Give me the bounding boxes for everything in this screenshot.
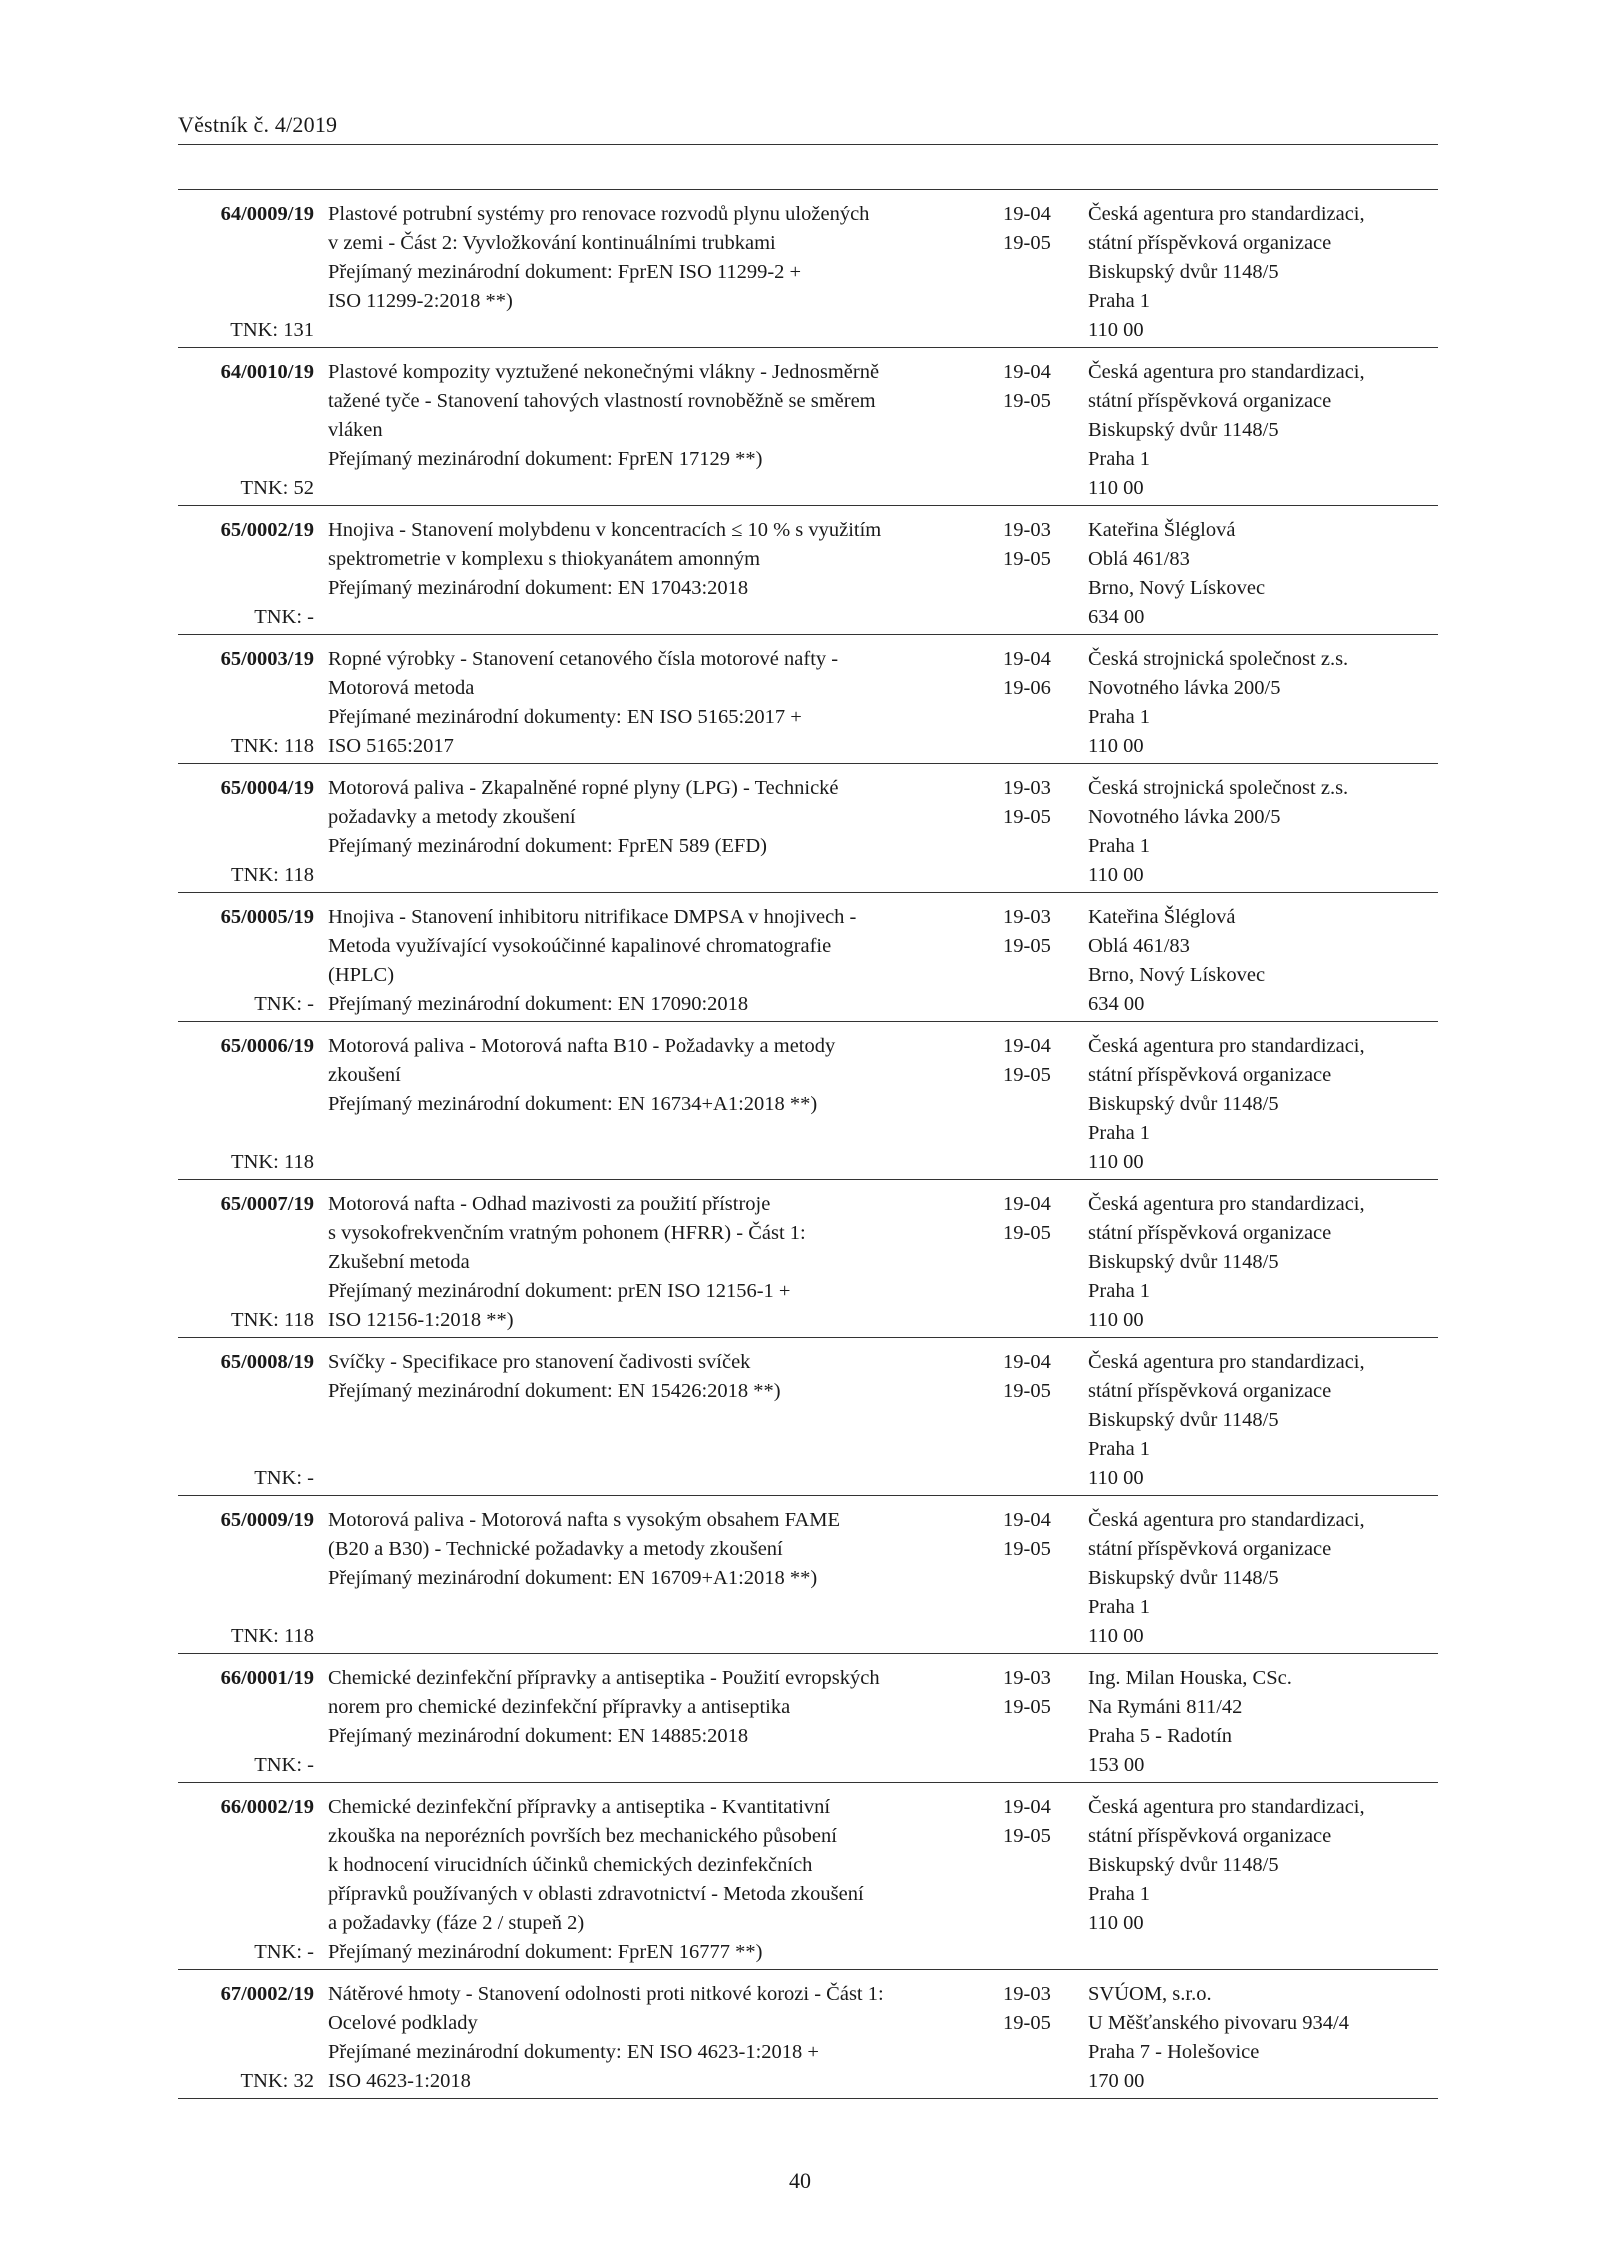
record-address-line: Novotného lávka 200/5	[1088, 677, 1281, 699]
record-title-line: (B20 a B30) - Technické požadavky a metody zkoušení	[328, 1538, 783, 1560]
record-title-line: (HPLC)	[328, 964, 395, 986]
record-date: 19-04	[1003, 1193, 1051, 1215]
record-id-column	[178, 1190, 314, 1335]
record-title-line: Přejímaný mezinárodní dokument: EN 15426:2018 **)	[328, 1380, 781, 1402]
standard-record	[178, 348, 1438, 506]
record-address-line: Kateřina Šléglová	[1088, 906, 1236, 928]
record-address-line: 170 00	[1088, 2070, 1145, 2092]
record-address-line: státní příspěvková organizace	[1088, 1222, 1332, 1244]
record-title	[328, 200, 1003, 345]
record-address-line: Česká strojnická společnost z.s.	[1088, 648, 1349, 670]
record-title-line: Přejímaný mezinárodní dokument: EN 16709+A1:2018 **)	[328, 1567, 818, 1589]
record-date: 19-05	[1003, 1380, 1051, 1402]
record-dates	[1003, 645, 1051, 761]
record-number: 66/0002/19	[220, 1796, 314, 1818]
record-address-line: Biskupský dvůr 1148/5	[1088, 1093, 1279, 1115]
record-tnk: TNK: -	[254, 606, 314, 628]
record-title-line: přípravků používaných v oblasti zdravotnictví - Metoda zkoušení	[328, 1883, 864, 1905]
record-id-column	[178, 1348, 314, 1493]
record-tnk: TNK: 52	[240, 477, 314, 499]
record-title-line: Přejímaný mezinárodní dokument: FprEN 589 (EFD)	[328, 835, 767, 857]
record-id-column	[178, 1793, 314, 1967]
record-title-line: Přejímaný mezinárodní dokument: FprEN 16777 **)	[328, 1941, 763, 1963]
record-tnk: TNK: -	[254, 1754, 314, 1776]
record-id-column	[178, 1664, 314, 1780]
record-date: 19-05	[1003, 1538, 1051, 1560]
record-title-line: Nátěrové hmoty - Stanovení odolnosti proti nitkové korozi - Část 1:	[328, 1983, 884, 2005]
record-title-line: Hnojiva - Stanovení inhibitoru nitrifikace DMPSA v hnojivech -	[328, 906, 857, 928]
record-address-line: 110 00	[1088, 1625, 1144, 1647]
record-address-line: Brno, Nový Lískovec	[1088, 577, 1266, 599]
record-address-line: Biskupský dvůr 1148/5	[1088, 1567, 1279, 1589]
record-title	[328, 1793, 1003, 1967]
record-title-line: Plastové potrubní systémy pro renovace rozvodů plynu uložených	[328, 203, 870, 225]
record-tnk: TNK: 118	[231, 1309, 314, 1331]
record-address	[1088, 645, 1438, 761]
record-title-line: Přejímané mezinárodní dokumenty: EN ISO 5165:2017 +	[328, 706, 802, 728]
record-address-line: 110 00	[1088, 319, 1144, 341]
record-address	[1088, 1664, 1438, 1780]
record-title-line: s vysokofrekvenčním vratným pohonem (HFRR) - Část 1:	[328, 1222, 806, 1244]
record-address-line: Česká agentura pro standardizaci,	[1088, 1351, 1365, 1373]
record-address-line: Ing. Milan Houska, CSc.	[1088, 1667, 1292, 1689]
record-address-line: Praha 5 - Radotín	[1088, 1725, 1233, 1747]
record-dates	[1003, 1664, 1051, 1780]
record-tnk: TNK: 118	[231, 1625, 314, 1647]
record-address-line: SVÚOM, s.r.o.	[1088, 1983, 1212, 2005]
record-date: 19-05	[1003, 232, 1051, 254]
standard-record	[178, 506, 1438, 635]
record-address-line: Kateřina Šléglová	[1088, 519, 1236, 541]
record-title-line: a požadavky (fáze 2 / stupeň 2)	[328, 1912, 585, 1934]
record-address	[1088, 1506, 1438, 1651]
record-number: 65/0008/19	[220, 1351, 314, 1373]
record-address-line: státní příspěvková organizace	[1088, 232, 1332, 254]
record-date: 19-04	[1003, 648, 1051, 670]
record-address-line: Česká agentura pro standardizaci,	[1088, 1193, 1365, 1215]
record-tnk: TNK: -	[254, 993, 314, 1015]
journal-title: Věstník č. 4/2019	[178, 112, 338, 137]
record-address-line: 110 00	[1088, 1309, 1144, 1331]
record-address-line: Praha 1	[1088, 1438, 1151, 1460]
record-address-line: Česká agentura pro standardizaci,	[1088, 361, 1365, 383]
record-number: 65/0003/19	[220, 648, 314, 670]
record-address-line: Praha 1	[1088, 1122, 1151, 1144]
record-title-line: Chemické dezinfekční přípravky a antiseptika - Použití evropských	[328, 1667, 880, 1689]
record-address-line: Praha 1	[1088, 706, 1151, 728]
record-date: 19-03	[1003, 777, 1051, 799]
record-address-line: 110 00	[1088, 1912, 1144, 1934]
record-title-line: Motorová paliva - Zkapalněné ropné plyny (LPG) - Technické	[328, 777, 839, 799]
record-title-line: Zkušební metoda	[328, 1251, 470, 1273]
record-address	[1088, 1032, 1438, 1177]
record-id-column	[178, 903, 314, 1019]
record-title-line: Přejímané mezinárodní dokumenty: EN ISO 4623-1:2018 +	[328, 2041, 819, 2063]
record-address-line: Česká agentura pro standardizaci,	[1088, 1509, 1365, 1531]
record-address	[1088, 358, 1438, 503]
record-title	[328, 1506, 1003, 1651]
record-address-line: státní příspěvková organizace	[1088, 390, 1332, 412]
standards-list	[178, 189, 1438, 2099]
record-address	[1088, 903, 1438, 1019]
record-address-line: Česká agentura pro standardizaci,	[1088, 1035, 1365, 1057]
record-title	[328, 516, 1003, 632]
record-tnk: TNK: 131	[230, 319, 314, 341]
record-address-line: Oblá 461/83	[1088, 935, 1190, 957]
record-title-line: Přejímaný mezinárodní dokument: EN 17090:2018	[328, 993, 749, 1015]
record-dates	[1003, 1980, 1051, 2096]
record-title-line: norem pro chemické dezinfekční přípravky a antiseptika	[328, 1696, 791, 1718]
record-address-line: 153 00	[1088, 1754, 1145, 1776]
record-title	[328, 774, 1003, 890]
page-header	[178, 112, 1438, 145]
record-id-column	[178, 358, 314, 503]
record-address-line: Praha 1	[1088, 290, 1151, 312]
record-dates	[1003, 1793, 1051, 1967]
record-address-line: Praha 1	[1088, 1280, 1151, 1302]
record-address-line: Praha 1	[1088, 448, 1151, 470]
record-title-line: Přejímaný mezinárodní dokument: EN 17043:2018	[328, 577, 749, 599]
record-id-column	[178, 645, 314, 761]
record-title-line: Motorová nafta - Odhad mazivosti za použití přístroje	[328, 1193, 771, 1215]
record-id-column	[178, 200, 314, 345]
record-address-line: Na Rymáni 811/42	[1088, 1696, 1243, 1718]
record-date: 19-05	[1003, 935, 1051, 957]
record-address-line: 110 00	[1088, 735, 1144, 757]
standard-record	[178, 1338, 1438, 1496]
standard-record	[178, 190, 1438, 348]
record-number: 65/0009/19	[220, 1509, 314, 1531]
standard-record	[178, 764, 1438, 893]
record-dates	[1003, 1348, 1051, 1493]
record-number: 64/0010/19	[220, 361, 314, 383]
record-title-line: tažené tyče - Stanovení tahových vlastností rovnoběžně se směrem	[328, 390, 876, 412]
record-address-line: Praha 1	[1088, 1883, 1151, 1905]
record-address-line: Oblá 461/83	[1088, 548, 1190, 570]
record-date: 19-04	[1003, 361, 1051, 383]
standard-record	[178, 1180, 1438, 1338]
record-address	[1088, 1980, 1438, 2096]
record-address	[1088, 200, 1438, 345]
record-dates	[1003, 1032, 1051, 1177]
record-number: 65/0006/19	[220, 1035, 314, 1057]
record-address-line: 110 00	[1088, 1467, 1144, 1489]
record-id-column	[178, 1032, 314, 1177]
record-date: 19-05	[1003, 1696, 1051, 1718]
record-title-line: Přejímaný mezinárodní dokument: EN 16734+A1:2018 **)	[328, 1093, 818, 1115]
record-address-line: 110 00	[1088, 477, 1144, 499]
record-dates	[1003, 200, 1051, 345]
record-title-line: Chemické dezinfekční přípravky a antiseptika - Kvantitativní	[328, 1796, 831, 1818]
record-dates	[1003, 774, 1051, 890]
record-title-line: Přejímaný mezinárodní dokument: FprEN 17129 **)	[328, 448, 763, 470]
record-address	[1088, 516, 1438, 632]
record-dates	[1003, 358, 1051, 503]
record-title-line: Motorová paliva - Motorová nafta B10 - Požadavky a metody	[328, 1035, 836, 1057]
record-date: 19-03	[1003, 906, 1051, 928]
record-date: 19-04	[1003, 1351, 1051, 1373]
record-title-line: Ocelové podklady	[328, 2012, 478, 2034]
record-address-line: U Měšťanského pivovaru 934/4	[1088, 2012, 1349, 2034]
record-address-line: Česká strojnická společnost z.s.	[1088, 777, 1349, 799]
record-address-line: Biskupský dvůr 1148/5	[1088, 261, 1279, 283]
record-address	[1088, 1793, 1438, 1967]
standard-record	[178, 1022, 1438, 1180]
record-title-line: spektrometrie v komplexu s thiokyanátem amonným	[328, 548, 761, 570]
record-title-line: Přejímaný mezinárodní dokument: FprEN ISO 11299-2 +	[328, 261, 802, 283]
standard-record	[178, 635, 1438, 764]
record-address-line: Česká agentura pro standardizaci,	[1088, 1796, 1365, 1818]
record-title-line: ISO 4623-1:2018	[328, 2070, 471, 2092]
record-address-line: Praha 1	[1088, 835, 1151, 857]
record-title-line: Přejímaný mezinárodní dokument: EN 14885:2018	[328, 1725, 749, 1747]
record-title-line: ISO 12156-1:2018 **)	[328, 1309, 514, 1331]
record-address-line: státní příspěvková organizace	[1088, 1064, 1332, 1086]
record-title	[328, 1980, 1003, 2096]
record-date: 19-05	[1003, 1825, 1051, 1847]
record-address-line: státní příspěvková organizace	[1088, 1380, 1332, 1402]
record-address-line: 634 00	[1088, 606, 1145, 628]
record-tnk: TNK: 118	[231, 1151, 314, 1173]
record-id-column	[178, 516, 314, 632]
standard-record	[178, 1496, 1438, 1654]
record-title-line: Přejímaný mezinárodní dokument: prEN ISO 12156-1 +	[328, 1280, 791, 1302]
record-dates	[1003, 1190, 1051, 1335]
record-dates	[1003, 516, 1051, 632]
record-address-line: Biskupský dvůr 1148/5	[1088, 1251, 1279, 1273]
record-date: 19-04	[1003, 1035, 1051, 1057]
record-title	[328, 903, 1003, 1019]
record-date: 19-03	[1003, 1667, 1051, 1689]
record-title	[328, 1190, 1003, 1335]
record-dates	[1003, 903, 1051, 1019]
record-dates	[1003, 1506, 1051, 1651]
record-number: 64/0009/19	[220, 203, 314, 225]
record-title-line: požadavky a metody zkoušení	[328, 806, 576, 828]
record-title-line: Plastové kompozity vyztužené nekonečnými vlákny - Jednosměrně	[328, 361, 880, 383]
record-date: 19-03	[1003, 519, 1051, 541]
record-title-line: zkoušení	[328, 1064, 401, 1086]
record-address-line: Praha 1	[1088, 1596, 1151, 1618]
standard-record	[178, 1654, 1438, 1783]
record-address-line: Biskupský dvůr 1148/5	[1088, 419, 1279, 441]
record-date: 19-05	[1003, 2012, 1051, 2034]
record-address-line: státní příspěvková organizace	[1088, 1825, 1332, 1847]
record-tnk: TNK: -	[254, 1467, 314, 1489]
record-title-line: Ropné výrobky - Stanovení cetanového čísla motorové nafty -	[328, 648, 839, 670]
record-address-line: Novotného lávka 200/5	[1088, 806, 1281, 828]
record-address	[1088, 1348, 1438, 1493]
record-tnk: TNK: 32	[240, 2070, 314, 2092]
record-date: 19-04	[1003, 1509, 1051, 1531]
record-title-line: zkouška na neporézních površích bez mechanického působení	[328, 1825, 837, 1847]
record-title-line: Motorová paliva - Motorová nafta s vysokým obsahem FAME	[328, 1509, 841, 1531]
record-date: 19-04	[1003, 203, 1051, 225]
record-number: 65/0007/19	[220, 1193, 314, 1215]
record-title-line: Metoda využívající vysokoúčinné kapalinové chromatografie	[328, 935, 832, 957]
record-title	[328, 1348, 1003, 1493]
record-id-column	[178, 774, 314, 890]
standard-record	[178, 1970, 1438, 2099]
record-date: 19-05	[1003, 1222, 1051, 1244]
record-id-column	[178, 1980, 314, 2096]
record-date: 19-05	[1003, 1064, 1051, 1086]
record-tnk: TNK: 118	[231, 864, 314, 886]
record-number: 66/0001/19	[220, 1667, 314, 1689]
record-date: 19-05	[1003, 548, 1051, 570]
record-number: 67/0002/19	[220, 1983, 314, 2005]
record-address-line: 110 00	[1088, 1151, 1144, 1173]
record-date: 19-04	[1003, 1796, 1051, 1818]
record-address-line: státní příspěvková organizace	[1088, 1538, 1332, 1560]
record-address-line: Česká agentura pro standardizaci,	[1088, 203, 1365, 225]
record-address	[1088, 774, 1438, 890]
record-title-line: v zemi - Část 2: Vyvložkování kontinuálními trubkami	[328, 232, 776, 254]
record-title	[328, 1032, 1003, 1177]
record-address-line: Praha 7 - Holešovice	[1088, 2041, 1260, 2063]
record-date: 19-03	[1003, 1983, 1051, 2005]
record-title	[328, 358, 1003, 503]
standard-record	[178, 893, 1438, 1022]
record-address-line: Biskupský dvůr 1148/5	[1088, 1409, 1279, 1431]
record-address-line: 110 00	[1088, 864, 1144, 886]
record-address-line: Brno, Nový Lískovec	[1088, 964, 1266, 986]
record-title-line: vláken	[328, 419, 383, 441]
page-number: 40	[789, 2168, 811, 2193]
record-title-line: ISO 11299-2:2018 **)	[328, 290, 513, 312]
record-id-column	[178, 1506, 314, 1651]
record-title-line: k hodnocení virucidních účinků chemických dezinfekčních	[328, 1854, 813, 1876]
standard-record	[178, 1783, 1438, 1970]
record-title-line: Svíčky - Specifikace pro stanovení čadivosti svíček	[328, 1351, 751, 1373]
record-address-line: 634 00	[1088, 993, 1145, 1015]
record-tnk: TNK: -	[254, 1941, 314, 1963]
record-title	[328, 645, 1003, 761]
record-number: 65/0002/19	[220, 519, 314, 541]
record-title-line: Motorová metoda	[328, 677, 475, 699]
record-number: 65/0004/19	[220, 777, 314, 799]
record-address-line: Biskupský dvůr 1148/5	[1088, 1854, 1279, 1876]
record-number: 65/0005/19	[220, 906, 314, 928]
record-address	[1088, 1190, 1438, 1335]
record-date: 19-05	[1003, 390, 1051, 412]
record-date: 19-05	[1003, 806, 1051, 828]
record-title-line: ISO 5165:2017	[328, 735, 454, 757]
record-title-line: Hnojiva - Stanovení molybdenu v koncentracích ≤ 10 % s využitím	[328, 519, 882, 541]
record-date: 19-06	[1003, 677, 1051, 699]
record-title	[328, 1664, 1003, 1780]
record-tnk: TNK: 118	[231, 735, 314, 757]
